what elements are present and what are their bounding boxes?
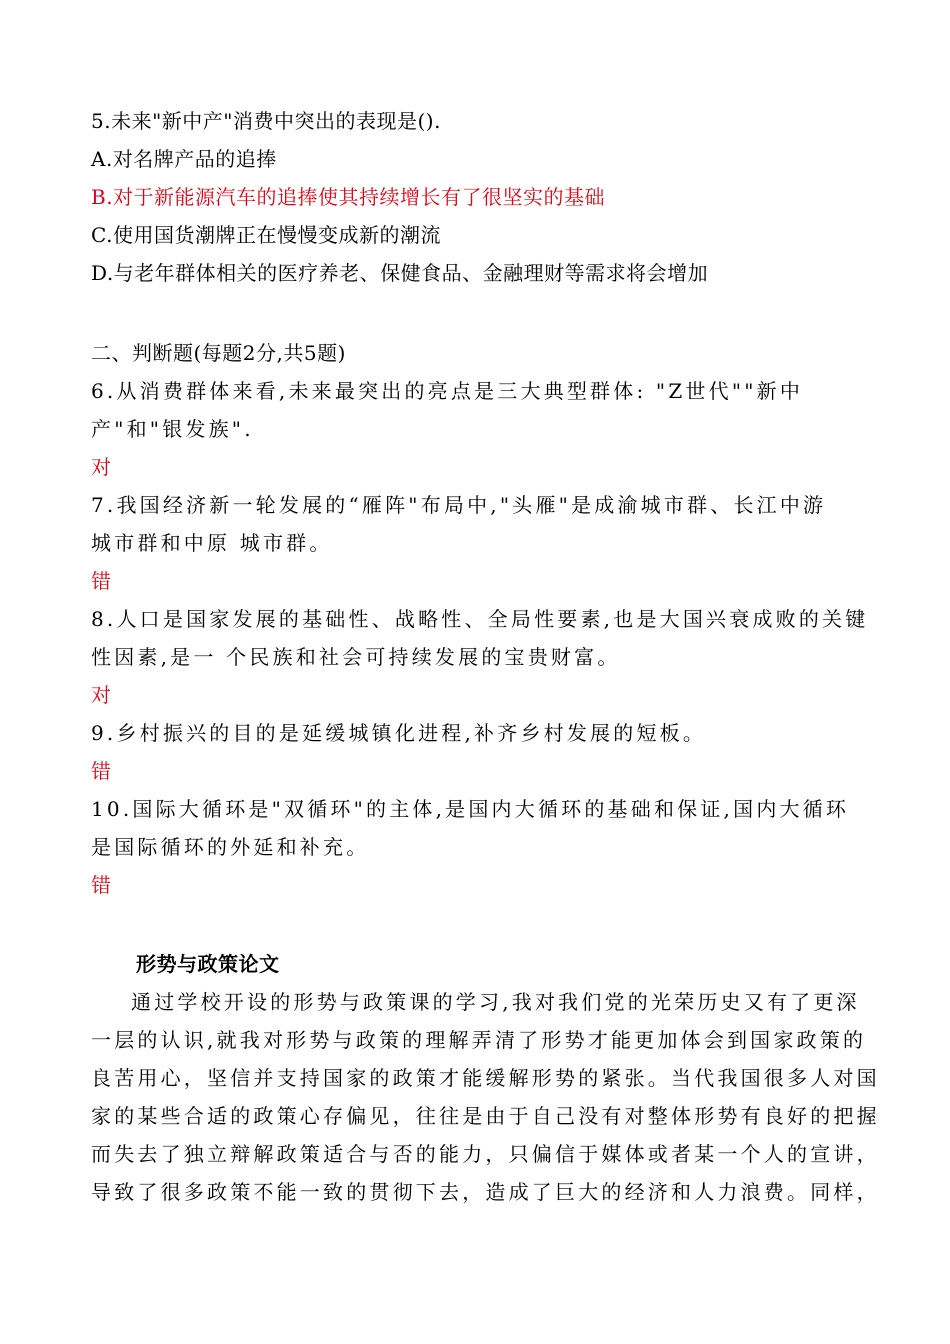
essay-paragraph-line: 而失去了独立辩解政策适合与否的能力，只偏信于媒体或者某一个人的宣讲，	[91, 1142, 880, 1166]
essay-paragraph-line: 一层的认识,就我对形势与政策的理解弄清了形势才能更加体会到国家政策的	[91, 1028, 867, 1052]
question-7-answer: 错	[91, 569, 112, 593]
question-5-option-c: C.使用国货潮牌正在慢慢变成新的潮流	[91, 223, 441, 247]
essay-paragraph-line: 良苦用心，坚信并支持国家的政策才能缓解形势的紧张。当代我国很多人对国	[91, 1066, 880, 1090]
question-6-line-1: 6.从消费群体来看,未来最突出的亮点是三大典型群体: "Z世代""新中	[91, 379, 804, 403]
essay-paragraph-line: 导致了很多政策不能一致的贯彻下去，造成了巨大的经济和人力浪费。同样，	[91, 1180, 880, 1204]
question-5-option-b: B.对于新能源汽车的追捧使其持续增长有了很坚实的基础	[91, 185, 606, 209]
question-7-line-2: 城市群和中原 城市群。	[91, 531, 333, 555]
section-heading-true-false: 二、判断题(每题2分,共5题)	[91, 341, 346, 365]
question-5-option-d: D.与老年群体相关的医疗养老、保健食品、金融理财等需求将会增加	[91, 261, 709, 285]
question-8-line-1: 8.人口是国家发展的基础性、战略性、全局性要素,也是大国兴衰成败的关键	[91, 607, 869, 631]
question-8-answer: 对	[91, 683, 112, 707]
question-7-line-1: 7.我国经济新一轮发展的“雁阵"布局中,"头雁"是成渝城市群、长江中游	[91, 493, 827, 517]
question-6-line-2: 产"和"银发族".	[91, 417, 254, 441]
question-8-line-2: 性因素,是一 个民族和社会可持续发展的宝贵财富。	[91, 645, 621, 669]
question-5-option-a: A.对名牌产品的追捧	[91, 147, 277, 171]
question-10-line-1: 10.国际大循环是"双循环"的主体,是国内大循环的基础和保证,国内大循环	[91, 797, 850, 821]
essay-paragraph-line: 家的某些合适的政策心存偏见，往往是由于自己没有对整体形势有良好的把握	[91, 1104, 880, 1128]
essay-paragraph-line: 通过学校开设的形势与政策课的学习,我对我们党的光荣历史又有了更深	[131, 990, 860, 1014]
question-10-line-2: 是国际循环的外延和补充。	[91, 835, 370, 859]
question-5-text: 5.未来"新中产"消费中突出的表现是().	[91, 109, 441, 133]
question-9-line-1: 9.乡村振兴的目的是延缓城镇化进程,补齐乡村发展的短板。	[91, 721, 707, 745]
question-10-answer: 错	[91, 873, 112, 897]
question-9-answer: 错	[91, 759, 112, 783]
essay-title: 形势与政策论文	[136, 952, 280, 976]
question-6-answer: 对	[91, 455, 112, 479]
